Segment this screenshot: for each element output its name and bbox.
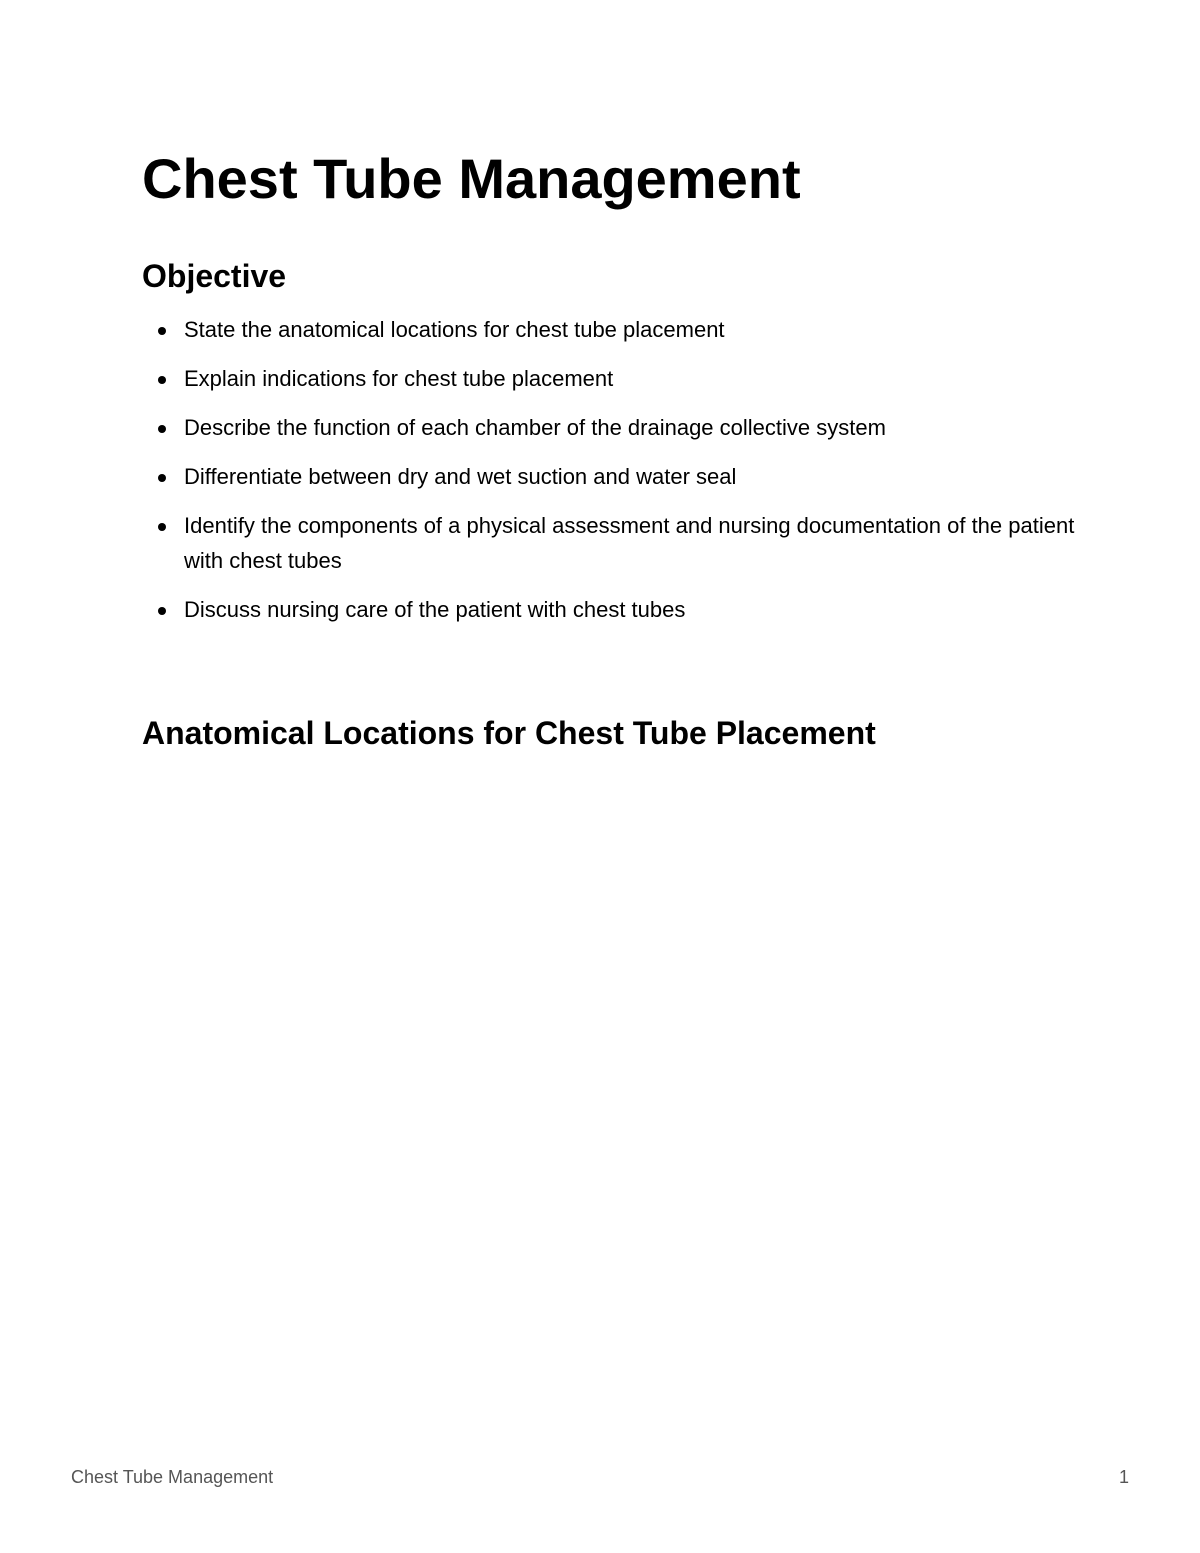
objective-heading: Objective — [142, 258, 287, 294]
list-item — [142, 508, 1082, 578]
list-item-text: Describe the function of each chamber of the drainage collective system — [184, 415, 886, 440]
bullet-icon — [158, 607, 166, 615]
list-item-text: Explain indications for chest tube placement — [184, 366, 614, 391]
bullet-icon — [158, 376, 166, 384]
list-item — [142, 592, 1082, 627]
list-item — [142, 312, 1082, 347]
list-item-text: State the anatomical locations for chest tube placement — [184, 317, 725, 342]
list-item-text: Identify the components of a physical assessment and nursing documentation of the patient with chest tubes — [184, 513, 1075, 573]
footer-document-title: Chest Tube Management — [71, 1467, 274, 1487]
list-item-text: Discuss nursing care of the patient with chest tubes — [184, 597, 686, 622]
bullet-icon — [158, 425, 166, 433]
anatomical-locations-heading: Anatomical Locations for Chest Tube Placement — [142, 715, 876, 751]
footer-page-number: 1 — [1118, 1467, 1129, 1487]
objective-list — [142, 312, 1082, 641]
list-item — [142, 410, 1082, 445]
list-item — [142, 361, 1082, 396]
list-item — [142, 459, 1082, 494]
bullet-icon — [158, 327, 166, 335]
bullet-icon — [158, 474, 166, 482]
bullet-icon — [158, 523, 166, 531]
page-title: Chest Tube Management — [142, 147, 801, 210]
list-item-text: Differentiate between dry and wet suction and water seal — [184, 464, 737, 489]
